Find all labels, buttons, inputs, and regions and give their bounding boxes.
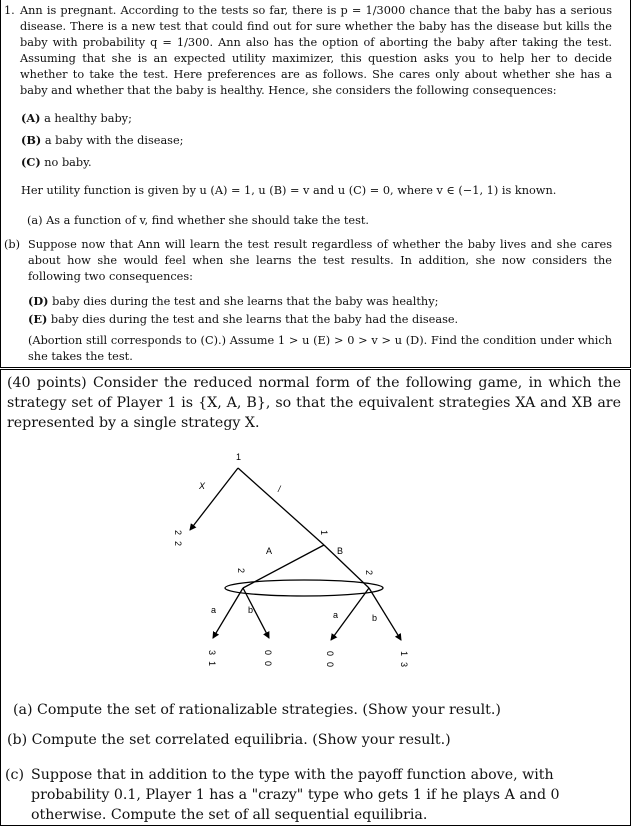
- consequence-e: [28, 311, 458, 328]
- consequence-a-text: a healthy baby;: [44, 112, 132, 125]
- consequence-a-label: (A): [21, 111, 41, 125]
- move-x-edge: [190, 468, 238, 530]
- utility-function: Her utility function is given by u (A) = 1, u (B) = v and u (C) = 0, where v ∈ (−1, 1) is known.: [21, 184, 557, 197]
- problem-1-intro: Ann is pregnant. According to the tests so far, there is p = 1/3000 chance that the baby has a serious disease. There is a new test that could find out for sure whether the baby has the disease but kills the baby with probability q = 1/300. Ann also has the option of aborting the baby after taking the test. Assuming that she is an expected utility maximizer, this question asks you to help her to decide whether to take the test. Here preferences are as follows. She cares only about whether she has a baby and whether that the baby is healthy. Hence, she considers the following consequences:: [20, 4, 612, 97]
- left-player-2-label: 2: [236, 568, 246, 574]
- payoff-ba-2: 0: [325, 662, 335, 668]
- consequence-d-text: baby dies during the test and she learns that the baby was healthy;: [52, 295, 439, 308]
- game-tree-diagram: [150, 440, 440, 685]
- problem-2-intro: (40 points) Consider the reduced normal form of the following game, in which the strategy set of Player 1 is {X, A, B}, so that the equivalent strategies XA and XB are represented by a single strategy X.: [7, 375, 621, 431]
- problem-1-number: 1.: [4, 4, 15, 17]
- problem-1-part-a: (a) As a function of v, find whether she should take the test.: [27, 214, 370, 227]
- payoff-ab-1: 0: [263, 650, 273, 656]
- move-continue-label: /: [278, 484, 281, 494]
- right-action-b-label: b: [372, 613, 378, 623]
- consequence-b-label: (B): [21, 133, 42, 147]
- consequence-e-label: (E): [28, 312, 48, 326]
- problem-2-part-c: Suppose that in addition to the type with the payoff function above, with probability 0.1, Player 1 has a "crazy" type who gets 1 if he plays A and 0 otherwise. Compute the set of all sequential equilibria.: [31, 767, 560, 823]
- move-a-label: A: [266, 546, 273, 556]
- problem-1-part-b: Suppose now that Ann will learn the test result regardless of whether the baby lives and she cares about how she would feel when she learns the test results. In addition, she now considers the following two consequences:: [28, 238, 612, 283]
- information-set: [225, 580, 383, 596]
- root-player-label: 1: [236, 452, 242, 462]
- payoff-bb-2: 3: [399, 662, 409, 668]
- payoff-aa-2: 1: [207, 661, 217, 667]
- right-player-2-label: 2: [364, 570, 374, 576]
- problem-2-part-a: (a) Compute the set of rationalizable strategies. (Show your result.): [13, 702, 501, 718]
- payoff-aa-1: 3: [207, 650, 217, 656]
- problem-2-part-b: (b) Compute the set correlated equilibria. (Show your result.): [7, 732, 451, 748]
- consequence-a: [21, 110, 132, 127]
- problem-1-part-b-label: (b): [4, 238, 21, 251]
- consequence-c-text: no baby.: [44, 156, 92, 169]
- problem-1-part-b-end: (Abortion still corresponds to (C).) Assume 1 > u (E) > 0 > v > u (D). Find the condition under which she takes the test.: [28, 334, 612, 363]
- payoff-ba-1: 0: [325, 651, 335, 657]
- x-payoff-1: 2: [173, 530, 183, 536]
- left-move-a-edge: [213, 588, 243, 638]
- second-node-player-label: 1: [319, 530, 329, 536]
- consequence-b-text: a baby with the disease;: [44, 134, 184, 147]
- payoff-ab-2: 0: [263, 661, 273, 667]
- move-continue-edge: [238, 468, 324, 545]
- problem-2-part-c-label: (c): [5, 767, 25, 783]
- left-action-a-label: a: [211, 605, 217, 615]
- consequence-c-label: (C): [21, 155, 41, 169]
- consequence-b: [21, 132, 183, 149]
- right-action-a-label: a: [333, 610, 339, 620]
- consequence-c: [21, 154, 92, 171]
- consequence-d-label: (D): [28, 294, 49, 308]
- consequence-e-text: baby dies during the test and she learns that the baby had the disease.: [50, 313, 459, 326]
- move-b-label: B: [337, 546, 344, 556]
- x-payoff-2: 2: [173, 541, 183, 547]
- payoff-bb-1: 1: [399, 651, 409, 657]
- move-x-label: X: [199, 481, 206, 491]
- consequence-d: [28, 293, 438, 310]
- left-action-b-label: b: [248, 605, 254, 615]
